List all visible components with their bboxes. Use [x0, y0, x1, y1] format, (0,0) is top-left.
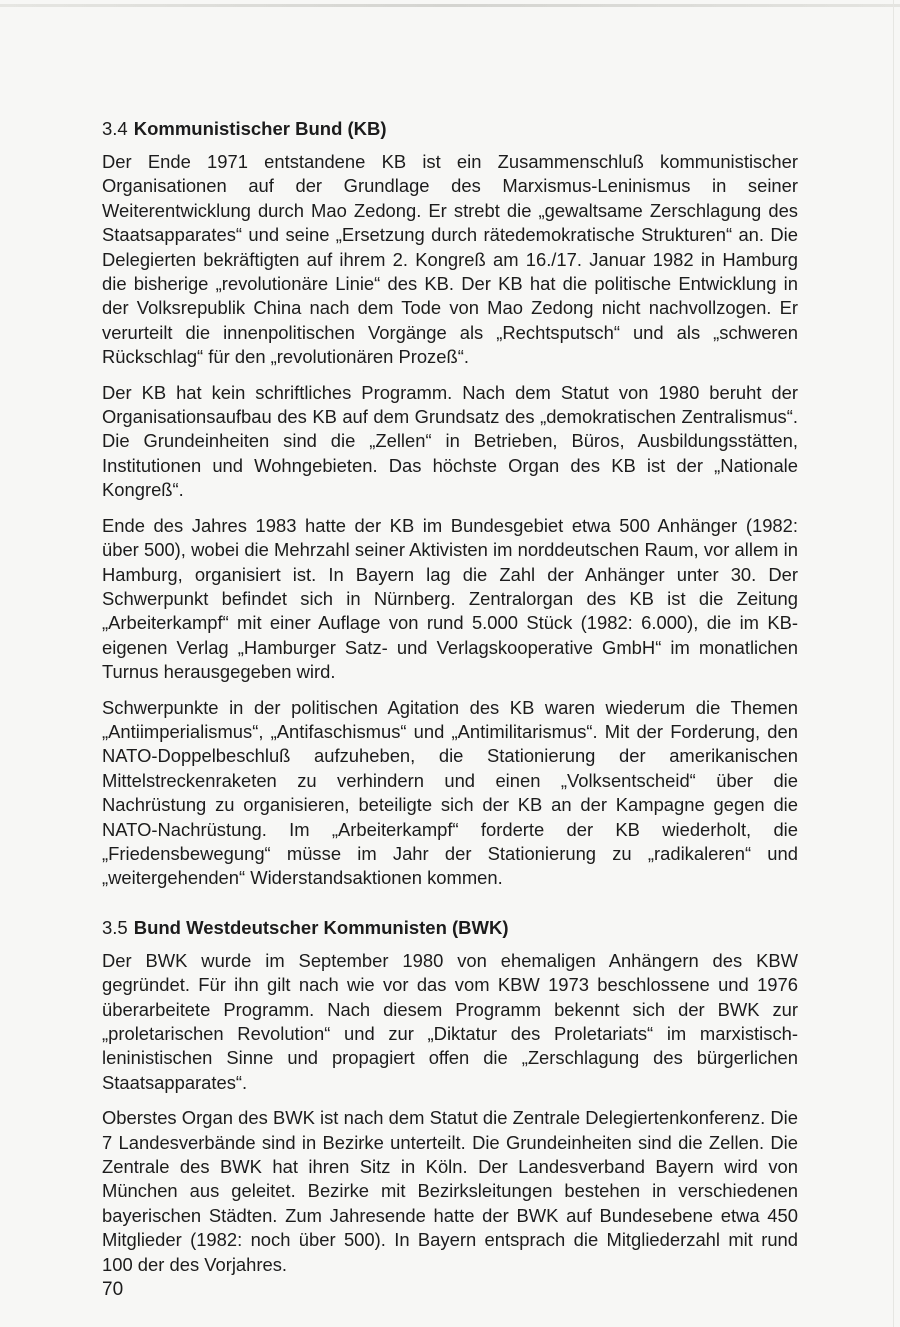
paragraph: Der KB hat kein schriftliches Programm. Nach dem Statut von 1980 beruht der Organisationsaufbau des KB auf dem Grundsatz des „demokratischen Zentralismus“. Die Grundeinheiten sind die „Zellen“ in Betrieben, Büros, Ausbildungsstätten, Institutionen und Wohngebieten. Das höchste Organ des KB ist der „Nationale Kongreß“. [102, 381, 798, 501]
paragraph: Oberstes Organ des BWK ist nach dem Statut die Zentrale Delegiertenkonferenz. Die 7 Landesverbände sind in Bezirke unterteilt. Die Grundeinheiten sind die Zellen. Die Zentrale des BWK hat ihren Sitz in Köln. Der Landesverband Bayern wird von München aus geleitet. Bezirke mit Bezirksleitungen bestehen in verschiedenen bayerischen Städten. Zum Jahresende hatte der BWK auf Bundesebene etwa 450 Mitglieder (1982: noch über 500). In Bayern entsprach die Mitgliederzahl mit rund 100 der des Vorjahres. [102, 1107, 798, 1275]
section-heading [102, 116, 798, 142]
document-page [102, 116, 798, 1288]
section-number: 3.4 [102, 118, 128, 139]
section-kb [102, 116, 798, 891]
paragraph: Der Ende 1971 entstandene KB ist ein Zusammenschluß kommunistischer Organisationen auf der Grundlage des Marxismus-Leninismus in seiner Weiterentwicklung durch Mao Zedong. Er strebt die „gewaltsame Zerschlagung des Staatsapparates“ und seine „Ersetzung durch rätedemokratische Strukturen“ an. Die Delegierten bekräftigten auf ihrem 2. Kongreß am 16./17. Januar 1982 in Hamburg die bisherige „revolutionäre Linie“ des KB. Der KB hat die politische Entwicklung in der Volksrepublik China nach dem Tode von Mao Zedong nicht nachvollzogen. Er verurteilt die innenpolitischen Vorgänge als „Rechtsputsch“ und als „schweren Rückschlag“ für den „revolutionären Prozeß“. [102, 151, 798, 368]
section-title: Kommunistischer Bund (KB) [133, 118, 387, 139]
section-bwk [102, 915, 798, 1277]
paragraph: Ende des Jahres 1983 hatte der KB im Bundesgebiet etwa 500 Anhänger (1982: über 500), wobei die Mehrzahl seiner Aktivisten im norddeutschen Raum, vor allem in Hamburg, organisiert ist. In Bayern lag die Zahl der Anhänger unter 30. Der Schwerpunkt befindet sich in Nürnberg. Zentralorgan des KB ist die Zeitung „Arbeiterkampf“ mit einer Auflage von rund 5.000 Stück (1982: 6.000), die im KB-eigenen Verlag „Hamburger Satz- und Verlagskooperative GmbH“ im monatlichen Turnus herausgegeben wird. [102, 514, 798, 683]
section-title: Bund Westdeutscher Kommunisten (BWK) [133, 916, 509, 938]
page-number: 70 [102, 1279, 124, 1300]
paragraph: Schwerpunkte in der politischen Agitation des KB waren wiederum die Themen „Antiimperialismus“, „Antifaschismus“ und „Antimilitarismus“. Mit der Forderung, den NATO-Doppelbeschluß aufzuheben, die Stationierung der amerikanischen Mittelstreckenraketen zu verhindern und einen „Volksentscheid“ über die Nachrüstung zu organisieren, beteiligte sich der KB an der Kampagne gegen die NATO-Nachrüstung. Im „Arbeiterkampf“ forderte der KB wiederholt, die „Friedensbewegung“ müsse im Jahr der Stationierung zu „radikaleren“ und „weitergehenden“ Widerstandsaktionen kommen. [102, 696, 798, 889]
section-number: 3.5 [102, 916, 128, 938]
section-heading [102, 915, 798, 941]
paragraph: Der BWK wurde im September 1980 von ehemaligen Anhängern des KBW gegründet. Für ihn gilt nach wie vor das vom KBW 1973 beschlossene und 1976 überarbeitete Programm. Nach diesem Programm bekennt sich der BWK zur „proletarischen Revolution“ und zur „Diktatur des Proletariats“ im marxistisch-leninistischen Sinne und propagiert offen die „Zerschlagung des bürgerlichen Staatsapparates“. [102, 949, 798, 1093]
page-top-edge [0, 4, 900, 7]
page-right-edge [893, 0, 894, 1327]
